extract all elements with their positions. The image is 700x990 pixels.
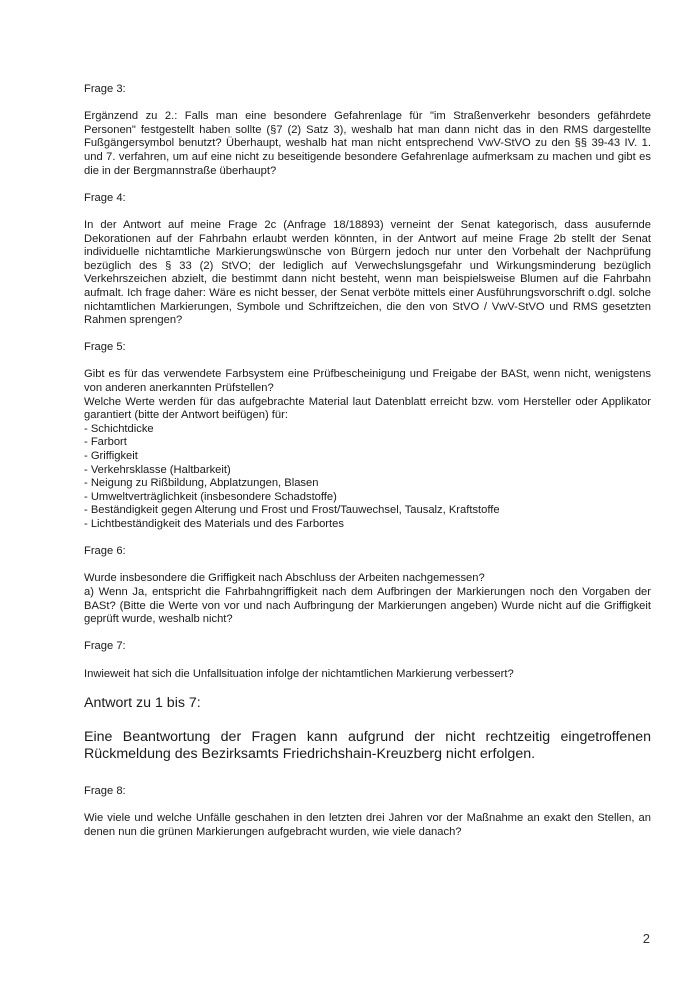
question-7-text: Inwieweit hat sich die Unfallsituation infolge der nichtamtlichen Markierung verbessert?: [84, 667, 514, 680]
question-7-heading: Frage 7:: [84, 640, 126, 653]
question-5-text-1: Gibt es für das verwendete Farbsystem eine Prüfbescheinigung und Freigabe der BASt, wenn nicht, wenigstens von anderen anerkannten Prüfstellen?: [84, 368, 651, 395]
list-item: - Beständigkeit gegen Alterung und Frost und Frost/Tauwechsel, Tausalz, Kraftstoffe: [84, 504, 500, 517]
page-number: 2: [642, 931, 650, 946]
question-5-text-2: Welche Werte werden für das aufgebrachte Material laut Datenblatt erreicht bzw. vom Hersteller oder Applikator garantiert (bitte der Antwort beifügen) für:: [84, 395, 651, 422]
question-6-text-2: a) Wenn Ja, entspricht die Fahrbahngriffigkeit nach dem Aufbringen der Markierungen noch den Vorgaben der BASt? (Bitte die Werte von vor und nach Aufbringung der Markierungen angeben) Wurde nicht auf die Griffigkeit geprüft wurde, weshalb nicht?: [84, 585, 651, 626]
question-3-text: Ergänzend zu 2.: Falls man eine besondere Gefahrenlage für "im Straßenverkehr besonders gefährdete Personen" festgestellt haben sollte (§7 (2) Satz 3), weshalb hat man dann nicht das in den RMS dargestellte Fußgängersymbol benutzt? Überhaupt, weshalb hat man nicht entsprechend VwV-StVO zu den §§ 39-43 IV. 1. und 7. verfahren, um auf eine nicht zu beseitigende besondere Gefahrenlage aufmerksam zu machen und gibt es die in der Bergmannstraße überhaupt?: [84, 110, 651, 177]
question-6-text-1: Wurde insbesondere die Griffigkeit nach Abschluss der Arbeiten nachgemessen?: [84, 572, 485, 585]
list-item: - Griffigkeit: [84, 450, 138, 463]
question-3-heading: Frage 3:: [84, 83, 126, 95]
list-item: - Neigung zu Rißbildung, Abplatzungen, Blasen: [84, 477, 319, 490]
answer-text: Eine Beantwortung der Fragen kann aufgrund der nicht rechtzeitig eingetroffenen Rückmeldung des Bezirksamts Friedrichshain-Kreuzberg nicht erfolgen.: [84, 728, 651, 762]
question-8-text: Wie viele und welche Unfälle geschahen in den letzten drei Jahren vor der Maßnahme an exakt den Stellen, an denen nun die grünen Markierungen aufgebracht wurden, wie viele danach?: [84, 812, 651, 838]
question-6-heading: Frage 6:: [84, 545, 126, 558]
list-item: - Schichtdicke: [84, 422, 154, 435]
question-5-heading: Frage 5:: [84, 341, 126, 354]
question-5-list: [84, 423, 651, 532]
list-item: - Lichtbeständigkeit des Materials und des Farbortes: [84, 518, 344, 530]
question-4-text: In der Antwort auf meine Frage 2c (Anfrage 18/18893) verneint der Senat kategorisch, dass ausufernde Dekorationen auf der Fahrbahn erlaubt werden könnten, in der Antwort auf meine Frage 2b stellt der Senat individuelle nichtamtliche Markierungswünsche von Bürgern jedoch nur unter den Vorbehalt der Nachprüfung bezüglich des § 33 (2) StVO; der lediglich auf Verwechslungsgefahr und Wirkungsminderung bezüglich Verkehrszeichen abzielt, die bestimmt dann nicht besteht, wenn man beispielsweise Blumen auf die Fahrbahn aufmalt. Ich frage daher: Wäre es nicht besser, der Senat verböte mittels einer Ausführungsvorschrift o.dgl. solche nichtamtlichen Markierungen, Symbole und Schriftzeichen, die den von StVO / VwV-StVO und RMS gesetzten Rahmen sprengen?: [84, 218, 651, 327]
question-4-heading: Frage 4:: [84, 191, 126, 204]
list-item: - Umweltverträglichkeit (insbesondere Schadstoffe): [84, 490, 337, 503]
list-item: - Verkehrsklasse (Haltbarkeit): [84, 463, 231, 476]
answer-heading: Antwort zu 1 bis 7:: [84, 694, 201, 711]
question-8-heading: Frage 8:: [84, 785, 126, 798]
list-item: - Farbort: [84, 436, 127, 449]
document-page: [84, 83, 651, 840]
